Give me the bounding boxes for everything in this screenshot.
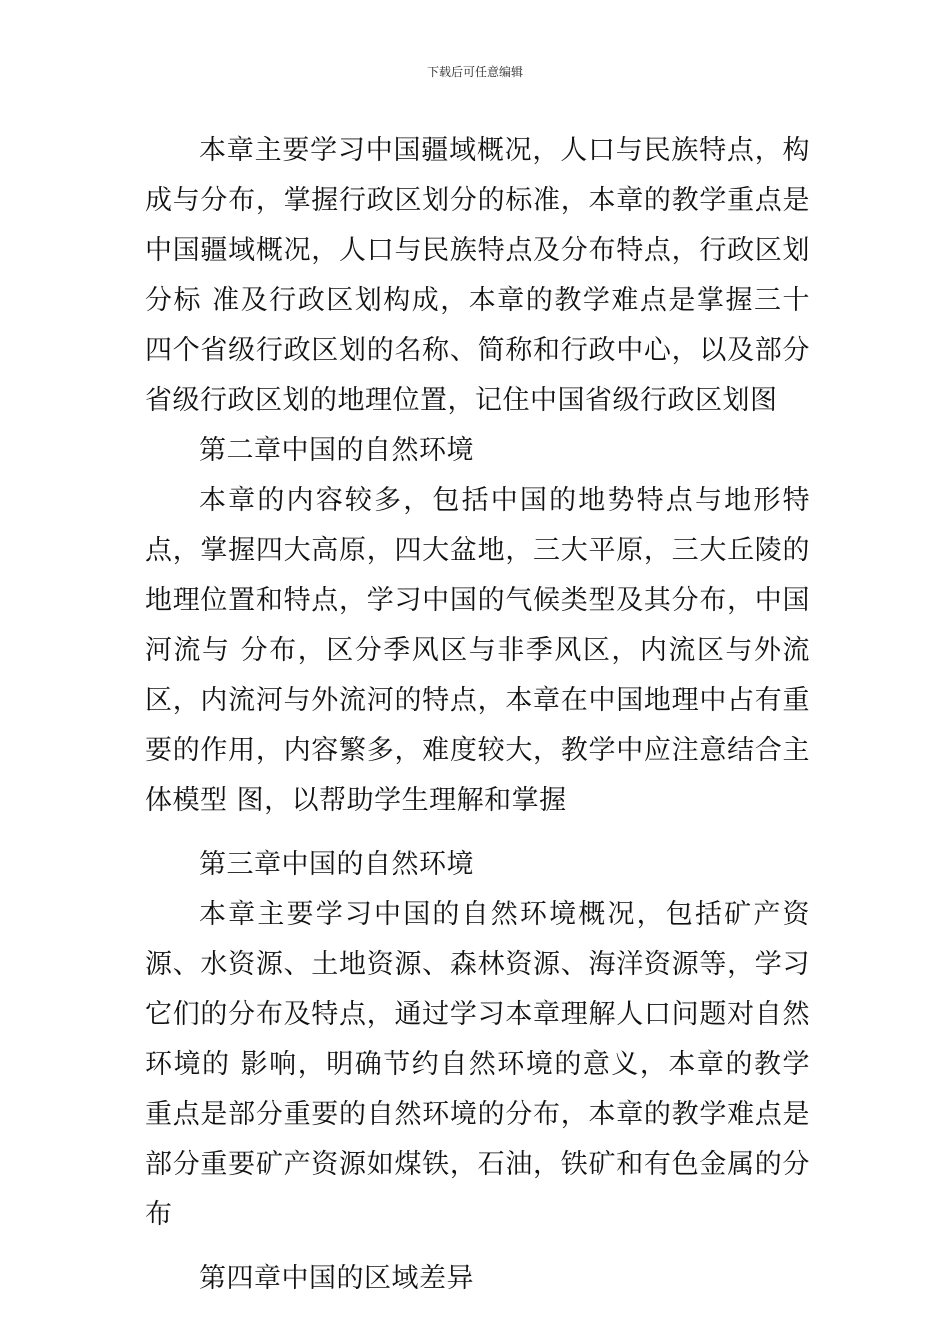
chapter4-heading: 第四章中国的区域差异 bbox=[199, 1263, 474, 1294]
chapter3-paragraph: 本章主要学习中国的自然环境概况，包括矿产资源、水资源、土地资源、森林资源、海洋资源等，学习它们的分布及特点，通过学习本章理解人口问题对自然环境的 影响，明确节约自然环境的意义，本章的教学重点是部分重要的自然环境的分布，本章的教学难点是部分重要矿产资源如煤铁，石油，铁矿和有色金属的分布 bbox=[145, 899, 810, 1230]
chapter1-paragraph: 本章主要学习中国疆域概况，人口与民族特点，构成与分布，掌握行政区划分的标准，本章的教学重点是中国疆域概况，人口与民族特点及分布特点，行政区划分标 准及行政区划构成，本章的教学难点是掌握三十四个省级行政区划的名称、简称和行政中心，以及部分省级行政区划的地理位置，记住中国省级行政区划图 bbox=[145, 135, 810, 416]
chapter2-paragraph: 本章的内容较多，包括中国的地势特点与地形特点，掌握四大高原，四大盆地，三大平原，三大丘陵的地理位置和特点，学习中国的气候类型及其分布，中国河流与 分布，区分季风区与非季风区，内流区与外流区，内流河与外流河的特点，本章在中国地理中占有重要的作用，内容繁多，难度较大，教学中应注意结合主体模型 图，以帮助学生理解和掌握 bbox=[145, 485, 810, 816]
chapter2-heading: 第二章中国的自然环境 bbox=[199, 435, 474, 466]
page-header: 下载后可任意编辑 bbox=[426, 65, 523, 79]
document-body bbox=[145, 126, 810, 1304]
chapter3-heading: 第三章中国的自然环境 bbox=[199, 849, 474, 880]
